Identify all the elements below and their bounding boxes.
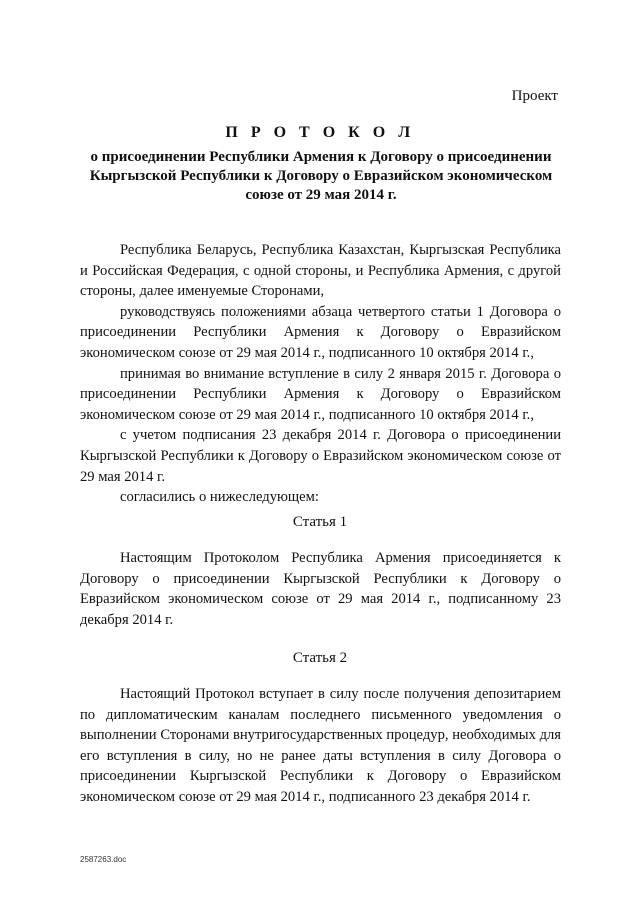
- article-1: [80, 548, 561, 630]
- preamble-taking-into-account: с учетом подписания 23 декабря 2014 г. Договора о присоединении Кыргызской Республики к Договору о Евразийском экономическом союзе от 29 мая 2014 г.: [80, 427, 561, 485]
- preamble-guided-by: руководствуясь положениями абзаца четвертого статьи 1 Договора о присоединении Республики Армения к Договору о Евразийском экономическом союзе от 29 мая 2014 г., подписанного 10 октября 2014 г.,: [80, 303, 561, 361]
- article-2-heading: Статья 2: [292, 650, 348, 666]
- document-title: П Р О Т О К О Л: [225, 124, 415, 141]
- preamble-considering: принимая во внимание вступление в силу 2 января 2015 г. Договора о присоединении Республики Армения к Договору о Евразийском экономическом союзе от 29 мая 2014 г., подписанного 10 октября 2014 г.,: [80, 365, 561, 423]
- article-1-text: Настоящим Протоколом Республика Армения присоединяется к Договору о присоединении Кыргызской Республики к Договору о Евразийском экономическом союзе от 29 мая 2014 г., подписанному 23 декабря 2014 г.: [80, 550, 561, 628]
- file-reference: 2587263.doc: [80, 855, 127, 864]
- draft-label: Проект: [511, 88, 558, 104]
- article-2: [80, 684, 561, 808]
- article-1-heading: Статья 1: [292, 514, 348, 530]
- preamble-agreed: согласились о нижеследующем:: [120, 489, 319, 506]
- article-2-text: Настоящий Протокол вступает в силу после получения депозитарием по дипломатическим каналам последнего письменного уведомления о выполнении Сторонами внутригосударственных процедур, необходимых для его вступления в силу, но не ранее даты вступления в силу Договора о присоединении Кыргызской Республики к Договору о Евразийском экономическом союзе от 29 мая 2014 г., подписанного 23 декабря 2014 г.: [80, 686, 561, 805]
- preamble: [80, 240, 561, 508]
- preamble-parties: Республика Беларусь, Республика Казахстан, Кыргызская Республика и Российская Федерация, с одной стороны, и Республика Армения, с другой стороны, далее именуемые Сторонами,: [80, 242, 561, 300]
- document-subtitle: о присоединении Республики Армения к Договору о присоединении Кыргызской Республики к Договору о Евразийском экономическом союзе от 29 мая 2014 г.: [89, 149, 553, 203]
